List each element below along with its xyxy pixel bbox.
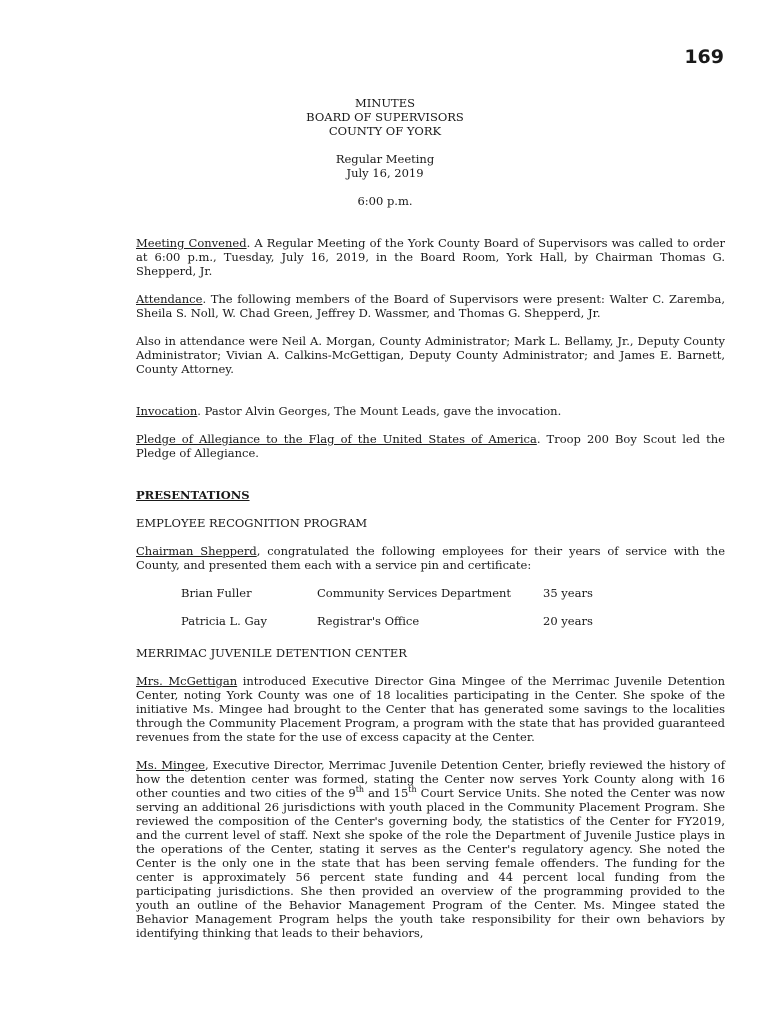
header-time: 6:00 p.m.	[357, 194, 413, 208]
merrimac-p2-text-b: and 15	[364, 786, 409, 800]
invocation-paragraph	[136, 404, 725, 418]
attendance-text: . The following members of the Board of Supervisors were present: Walter C. Zaremba, Sheila S. Noll, W. Chad Green, Jeffrey D. Wassmer, and Thomas G. Shepperd, Jr.	[136, 292, 725, 320]
minutes-body	[136, 236, 725, 954]
employee-years: 20 years	[543, 614, 593, 628]
pledge-label: Pledge of Allegiance to the Flag of the United States of America	[136, 432, 537, 446]
employee-recognition-intro	[136, 544, 725, 572]
meeting-convened-label: Meeting Convened	[136, 236, 247, 250]
employee-name: Patricia L. Gay	[181, 614, 267, 628]
attendance-label: Attendance	[136, 292, 203, 306]
merrimac-p2-text-c: Court Service Units. She noted the Center was now serving an additional 26 jurisdictions with youth placed in the Community Placement Program. She reviewed the composition of the Center's governing body, the statistics of the Center for FY2019, and the current level of staff. Next she spoke of the role the Department of Juvenile Justice plays in the operations of the Center, stating it serves as the Center's regulatory agency. She noted the Center is the only one in the state that has been serving female offenders. The funding for the center is approximately 56 percent state funding and 44 percent local funding from the participating jurisdictions. She then provided an overview of the programming provided to the youth an outline of the Behavior Management Program of the Center. Ms. Mingee stated the Behavior Management Program helps the youth take responsibility for their own behaviors by identifying thinking that leads to their behaviors,	[136, 786, 725, 940]
employee-recognition-heading: EMPLOYEE RECOGNITION PROGRAM	[136, 516, 368, 530]
chairman-label: Chairman Shepperd	[136, 544, 257, 558]
employee-row	[136, 586, 725, 600]
header-county: COUNTY OF YORK	[328, 124, 442, 138]
pledge-paragraph	[136, 432, 725, 460]
pledge-text: . Troop 200 Boy Scout led the Pledge of Allegiance.	[136, 432, 725, 460]
mingee-label: Ms. Mingee	[136, 758, 206, 772]
header-board: BOARD OF SUPERVISORS	[306, 110, 464, 124]
presentations-heading: PRESENTATIONS	[136, 488, 250, 502]
employee-name: Brian Fuller	[181, 586, 252, 600]
merrimac-paragraph-1	[136, 674, 725, 744]
employee-years: 35 years	[543, 586, 593, 600]
employee-department: Community Services Department	[317, 586, 512, 600]
meeting-convened-paragraph	[136, 236, 725, 278]
header-meeting-type: Regular Meeting	[335, 152, 435, 166]
mcgettigan-label: Mrs. McGettigan	[136, 674, 238, 688]
ordinal-suffix: th	[408, 785, 417, 795]
merrimac-paragraph-2	[136, 758, 725, 940]
document-header	[0, 96, 770, 208]
employee-department: Registrar's Office	[317, 614, 420, 628]
employee-recognition-intro-text: , congratulated the following employees for their years of service with the County, and presented them each with a service pin and certificate:	[136, 544, 725, 572]
merrimac-p1-text: introduced Executive Director Gina Mingee of the Merrimac Juvenile Detention Center, noting York County was one of 18 localities participating in the Center. She spoke of the initiative Ms. Mingee had brought to the Center that has generated some savings to the localities through the Community Placement Program, a program with the state that has provided guaranteed revenues from the state for the use of excess capacity at the Center.	[136, 674, 725, 744]
attendance-paragraph	[136, 292, 725, 320]
also-attendance-paragraph: Also in attendance were Neil A. Morgan, County Administrator; Mark L. Bellamy, Jr., Deputy County Administrator; Vivian A. Calkins-McGettigan, Deputy County Administrator; and James E. Barnett, County Attorney.	[136, 334, 725, 376]
header-date: July 16, 2019	[346, 166, 424, 180]
invocation-label: Invocation	[136, 404, 198, 418]
merrimac-heading: MERRIMAC JUVENILE DETENTION CENTER	[136, 646, 407, 660]
header-minutes: MINUTES	[354, 96, 415, 110]
merrimac-p2-text-a: , Executive Director, Merrimac Juvenile Detention Center, briefly reviewed the history of how the detention center was formed, stating the Center now serves York County along with 16 other counties and two cities of the 9	[136, 758, 725, 800]
page-number: 169	[684, 46, 724, 68]
ordinal-suffix: th	[355, 785, 365, 795]
invocation-text: . Pastor Alvin Georges, The Mount Leads, gave the invocation.	[197, 404, 562, 418]
employee-row	[136, 614, 725, 628]
meeting-convened-text: . A Regular Meeting of the York County Board of Supervisors was called to order at 6:00 p.m., Tuesday, July 16, 2019, in the Board Room, York Hall, by Chairman Thomas G. Shepperd, Jr.	[136, 236, 725, 278]
